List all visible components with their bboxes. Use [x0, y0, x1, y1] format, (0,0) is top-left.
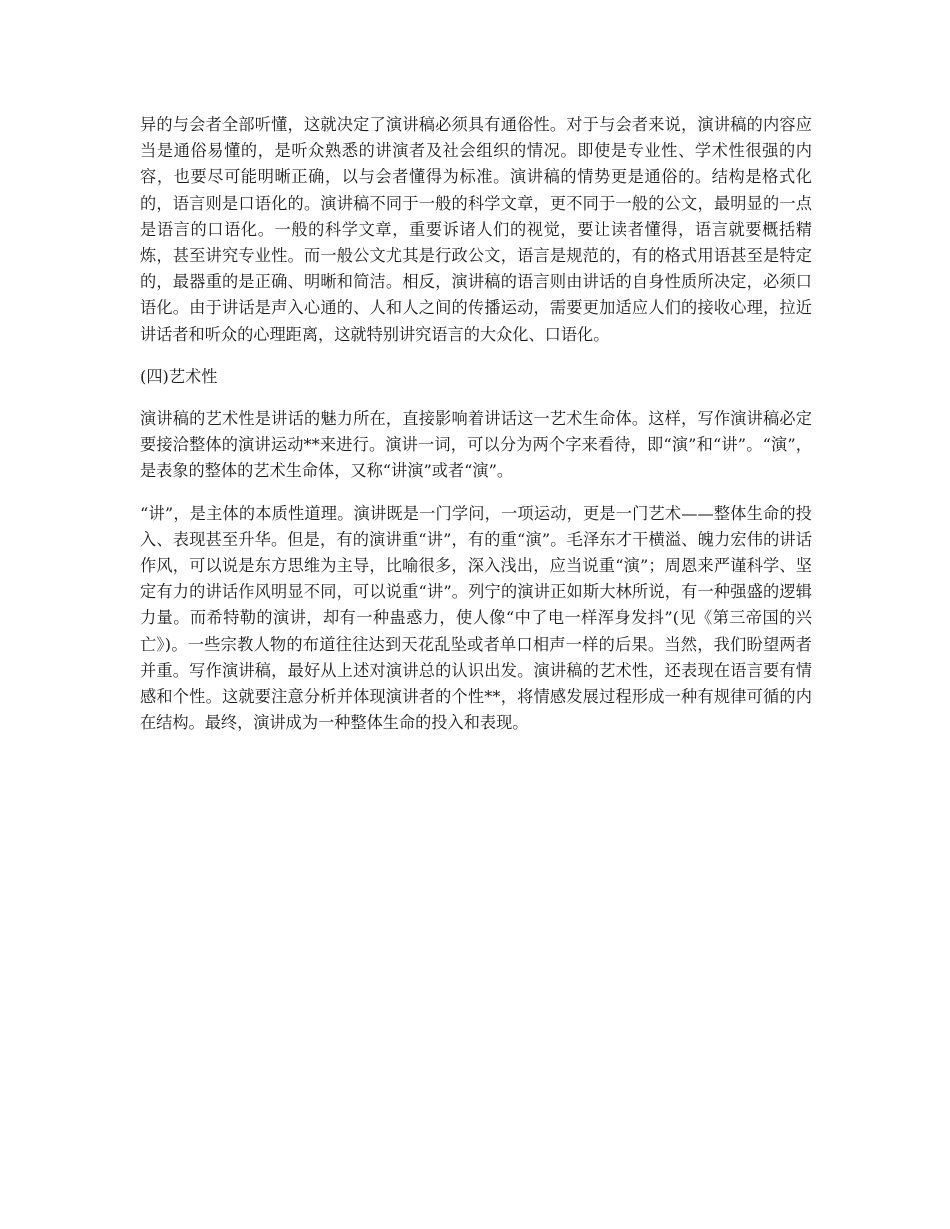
paragraph-speech-and-performance: “讲”，是主体的本质性道理。演讲既是一门学问，一项运动，更是一门艺术——整体生命的投入、表现甚至升华。但是，有的演讲重“讲”，有的重“演”。毛泽东才干横溢、魄力宏伟的讲话作风，可以说是东方思维为主导，比喻很多，深入浅出，应当说重“演”；周恩来严谨科学、坚定有力的讲话作风明显不同，可以说重“讲”。列宁的演讲正如斯大林所说，有一种强盛的逻辑力量。而希特勒的演讲，却有一种蛊惑力，使人像“中了电一样浑身发抖”(见《第三帝国的兴亡》)。一些宗教人物的布道往往达到天花乱坠或者单口相声一样的后果。当然，我们盼望两者并重。写作演讲稿，最好从上述对演讲总的认识出发。演讲稿的艺术性，还表现在语言要有情感和个性。这就要注意分析并体现演讲者的个性**，将情感发展过程形成一种有规律可循的内在结构。最终，演讲成为一种整体生命的投入和表现。 [140, 503, 812, 733]
paragraph-artistry-intro: 演讲稿的艺术性是讲话的魅力所在，直接影响着讲话这一艺术生命体。这样，写作演讲稿必定要接洽整体的演讲运动**来进行。演讲一词，可以分为两个字来看待，即“演”和“讲”。“演”，是表象的整体的艺术生命体，又称“讲演”或者“演”。 [140, 409, 812, 481]
document-page [140, 112, 812, 752]
paragraph-colloquial-language: 异的与会者全部听懂，这就决定了演讲稿必须具有通俗性。对于与会者来说，演讲稿的内容应当是通俗易懂的，是听众熟悉的讲演者及社会组织的情况。即使是专业性、学术性很强的内容，也要尽可能明晰正确，以与会者懂得为标准。演讲稿的情势更是通俗的。结构是格式化的，语言则是口语化的。演讲稿不同于一般的科学文章，更不同于一般的公文，最明显的一点是语言的口语化。一般的科学文章，重要诉诸人们的视觉，要让读者懂得，语言就要概括精炼，甚至讲究专业性。而一般公文尤其是行政公文，语言是规范的，有的格式用语甚至是特定的，最器重的是正确、明晰和简洁。相反，演讲稿的语言则由讲话的自身性质所决定，必须口语化。由于讲话是声入心通的、人和人之间的传播运动，需要更加适应人们的接收心理，拉近讲话者和听众的心理距离，这就特别讲究语言的大众化、口语化。 [140, 115, 812, 344]
section-heading-artistry: (四)艺术性 [140, 366, 218, 386]
